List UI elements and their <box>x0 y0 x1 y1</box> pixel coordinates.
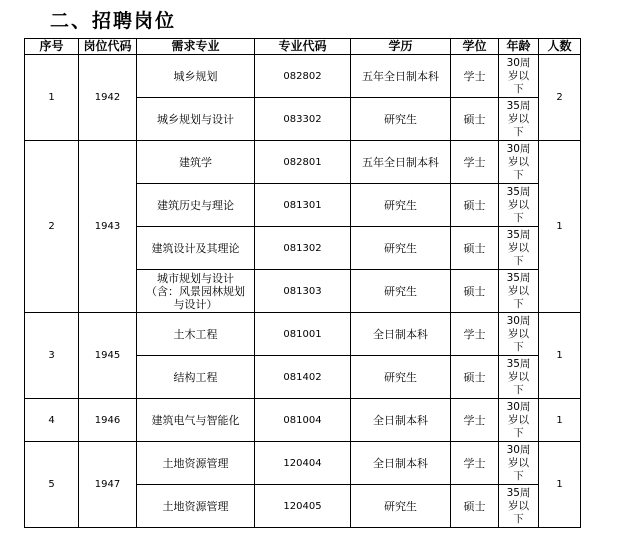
major-code-cell: 081004 <box>255 399 351 442</box>
seq-cell: 5 <box>25 442 79 528</box>
table-row <box>25 141 581 184</box>
degree-cell: 学士 <box>451 313 499 356</box>
major-cell: 城乡规划 <box>137 55 255 98</box>
education-cell: 研究生 <box>351 184 451 227</box>
post-code-cell: 1946 <box>79 399 137 442</box>
major-code-cell: 120405 <box>255 485 351 528</box>
education-cell: 全日制本科 <box>351 442 451 485</box>
major-cell: 建筑电气与智能化 <box>137 399 255 442</box>
major-code-cell: 083302 <box>255 98 351 141</box>
count-cell: 1 <box>539 442 581 528</box>
age-cell: 35周岁以下 <box>499 485 539 528</box>
major-cell: 土地资源管理 <box>137 442 255 485</box>
education-cell: 研究生 <box>351 356 451 399</box>
major-code-cell: 081402 <box>255 356 351 399</box>
header-major: 需求专业 <box>137 39 255 55</box>
degree-cell: 学士 <box>451 442 499 485</box>
age-cell: 35周岁以下 <box>499 98 539 141</box>
degree-cell: 学士 <box>451 55 499 98</box>
major-cell: 城市规划与设计（含：风景园林规划与设计） <box>137 270 255 313</box>
section-heading: 二、招聘岗位 <box>50 10 177 32</box>
major-cell: 结构工程 <box>137 356 255 399</box>
age-cell: 30周岁以下 <box>499 55 539 98</box>
header-row <box>25 39 581 55</box>
header-seq: 序号 <box>25 39 79 55</box>
education-cell: 全日制本科 <box>351 399 451 442</box>
degree-cell: 硕士 <box>451 270 499 313</box>
education-cell: 全日制本科 <box>351 313 451 356</box>
major-cell: 建筑学 <box>137 141 255 184</box>
education-cell: 五年全日制本科 <box>351 55 451 98</box>
header-post-code: 岗位代码 <box>79 39 137 55</box>
table-row <box>25 399 581 442</box>
header-count: 人数 <box>539 39 581 55</box>
count-cell: 1 <box>539 141 581 313</box>
positions-table <box>24 38 581 528</box>
post-code-cell: 1942 <box>79 55 137 141</box>
degree-cell: 硕士 <box>451 227 499 270</box>
education-cell: 研究生 <box>351 485 451 528</box>
age-cell: 30周岁以下 <box>499 442 539 485</box>
major-code-cell: 082801 <box>255 141 351 184</box>
count-cell: 1 <box>539 399 581 442</box>
major-cell: 城乡规划与设计 <box>137 98 255 141</box>
seq-cell: 3 <box>25 313 79 399</box>
major-code-cell: 120404 <box>255 442 351 485</box>
seq-cell: 2 <box>25 141 79 313</box>
degree-cell: 硕士 <box>451 485 499 528</box>
education-cell: 研究生 <box>351 98 451 141</box>
post-code-cell: 1945 <box>79 313 137 399</box>
header-degree: 学位 <box>451 39 499 55</box>
major-code-cell: 081001 <box>255 313 351 356</box>
major-code-cell: 081302 <box>255 227 351 270</box>
post-code-cell: 1943 <box>79 141 137 313</box>
header-major-code: 专业代码 <box>255 39 351 55</box>
age-cell: 30周岁以下 <box>499 313 539 356</box>
age-cell: 35周岁以下 <box>499 184 539 227</box>
degree-cell: 硕士 <box>451 184 499 227</box>
degree-cell: 硕士 <box>451 98 499 141</box>
age-cell: 35周岁以下 <box>499 227 539 270</box>
post-code-cell: 1947 <box>79 442 137 528</box>
table-row <box>25 313 581 356</box>
seq-cell: 4 <box>25 399 79 442</box>
header-education: 学历 <box>351 39 451 55</box>
degree-cell: 学士 <box>451 399 499 442</box>
seq-cell: 1 <box>25 55 79 141</box>
education-cell: 研究生 <box>351 270 451 313</box>
header-age: 年龄 <box>499 39 539 55</box>
count-cell: 1 <box>539 313 581 399</box>
major-cell: 土地资源管理 <box>137 485 255 528</box>
major-code-cell: 081303 <box>255 270 351 313</box>
degree-cell: 硕士 <box>451 356 499 399</box>
major-cell: 建筑历史与理论 <box>137 184 255 227</box>
age-cell: 30周岁以下 <box>499 399 539 442</box>
major-cell: 建筑设计及其理论 <box>137 227 255 270</box>
table-row <box>25 442 581 485</box>
count-cell: 2 <box>539 55 581 141</box>
major-code-cell: 081301 <box>255 184 351 227</box>
major-cell: 土木工程 <box>137 313 255 356</box>
age-cell: 35周岁以下 <box>499 270 539 313</box>
degree-cell: 学士 <box>451 141 499 184</box>
table-row <box>25 55 581 98</box>
education-cell: 五年全日制本科 <box>351 141 451 184</box>
major-code-cell: 082802 <box>255 55 351 98</box>
age-cell: 30周岁以下 <box>499 141 539 184</box>
age-cell: 35周岁以下 <box>499 356 539 399</box>
education-cell: 研究生 <box>351 227 451 270</box>
